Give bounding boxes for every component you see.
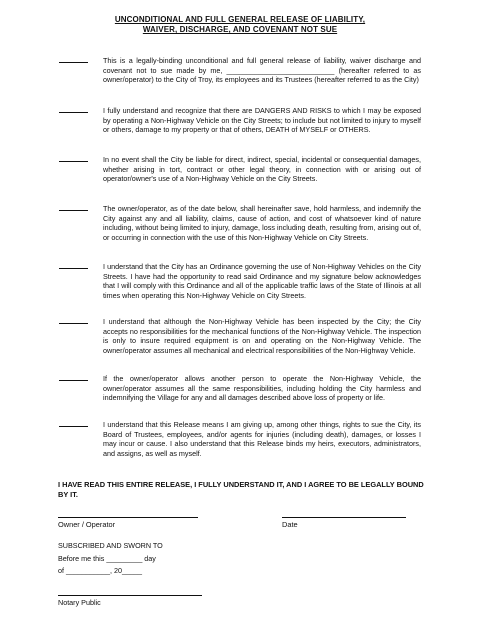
- initials-blank[interactable]: [59, 426, 88, 427]
- initials-blank[interactable]: [59, 161, 88, 162]
- paragraph-text: If the owner/operator allows another person to operate the Non-Highway Vehicle, the owner/operator assumes all the same responsibilities, including holding the City harmless and indemnifying the Village for any and all damages described above loss of property or life.: [103, 374, 421, 403]
- date-line[interactable]: [282, 517, 406, 518]
- initials-blank[interactable]: [59, 268, 88, 269]
- notary-signature-line[interactable]: [58, 595, 202, 596]
- paragraph-text: I fully understand and recognize that there are DANGERS AND RISKS to which I may be exposed by operating a Non-Highway Vehicle on the City Streets; to include but not limited to injury to myself or others, damage to my property or that of others, DEATH of MYSELF or OTHERS.: [103, 106, 421, 135]
- document-title-line1: UNCONDITIONAL AND FULL GENERAL RELEASE OF LIABILITY,: [114, 15, 366, 24]
- before-me-line[interactable]: Before me this _________ day: [58, 554, 156, 563]
- notary-public-label: Notary Public: [58, 598, 101, 607]
- document-title-line2: WAIVER, DISCHARGE, AND COVENANT NOT SUE: [142, 25, 338, 34]
- paragraph-text: I understand that the City has an Ordinance governing the use of Non-Highway Vehicles on the City Streets. I have had the opportunity to read said Ordinance and my signature below acknowledges that I will comply with this Ordinance and all of the applicable traffic laws of the State of Illinois at all times when operating this Non-Highway Vehicle on City Streets.: [103, 262, 421, 300]
- paragraph-text: This is a legally-binding unconditional and full general release of liability, waiver discharge and covenant not to sue made by me, ___________________________ (hereafter referred to as owner/operator) to the City of Troy, its employees and its Trustees (hereafter referred to as the City): [103, 56, 421, 85]
- paragraph-text: I understand that this Release means I am giving up, among other things, rights to sue the City, its Board of Trustees, employees, and/or agents for injuries (including death), damages, or losses I may incur or cause. I also understand that this Release binds my heirs, executors, administrators, and assigns, as well as myself.: [103, 420, 421, 458]
- paragraph-text: I understand that although the Non-Highway Vehicle has been inspected by the City; the City accepts no responsibilities for the mechanical functions of the Non-Highway Vehicle. The inspection is only to insure required equipment is on and operating on the Non-Highway Vehicle. The owner/operator assumes all mechanical and electrical responsibilities of the Non-Highway Vehicle.: [103, 317, 421, 355]
- initials-blank[interactable]: [59, 112, 88, 113]
- subscribed-sworn: SUBSCRIBED AND SWORN TO: [58, 541, 163, 550]
- acknowledgement-statement: I HAVE READ THIS ENTIRE RELEASE, I FULLY UNDERSTAND IT, AND I AGREE TO BE LEGALLY BOUND BY IT.: [58, 480, 424, 499]
- owner-operator-label: Owner / Operator: [58, 520, 116, 529]
- initials-blank[interactable]: [59, 380, 88, 381]
- date-label: Date: [282, 520, 298, 529]
- paragraph-text: The owner/operator, as of the date below, shall hereinafter save, hold harmless, and indemnify the City against any and all liability, claims, cause of action, and cost of whatsoever kind of nature including, without being limited to injury, damage, loss including death, resulting from, arising out of, or occurring in connection with the use of this Non-Highway Vehicle on City Streets.: [103, 204, 421, 242]
- initials-blank[interactable]: [59, 62, 88, 63]
- paragraph-text: In no event shall the City be liable for direct, indirect, special, incidental or consequential damages, whether arising in tort, contract or other legal theory, in connection with or arising out of operator/owner's use of a Non-Highway Vehicle on the City Streets.: [103, 155, 421, 184]
- of-date-line[interactable]: of ___________, 20_____: [58, 566, 142, 575]
- initials-blank[interactable]: [59, 210, 88, 211]
- owner-signature-line[interactable]: [58, 517, 198, 518]
- initials-blank[interactable]: [59, 323, 88, 324]
